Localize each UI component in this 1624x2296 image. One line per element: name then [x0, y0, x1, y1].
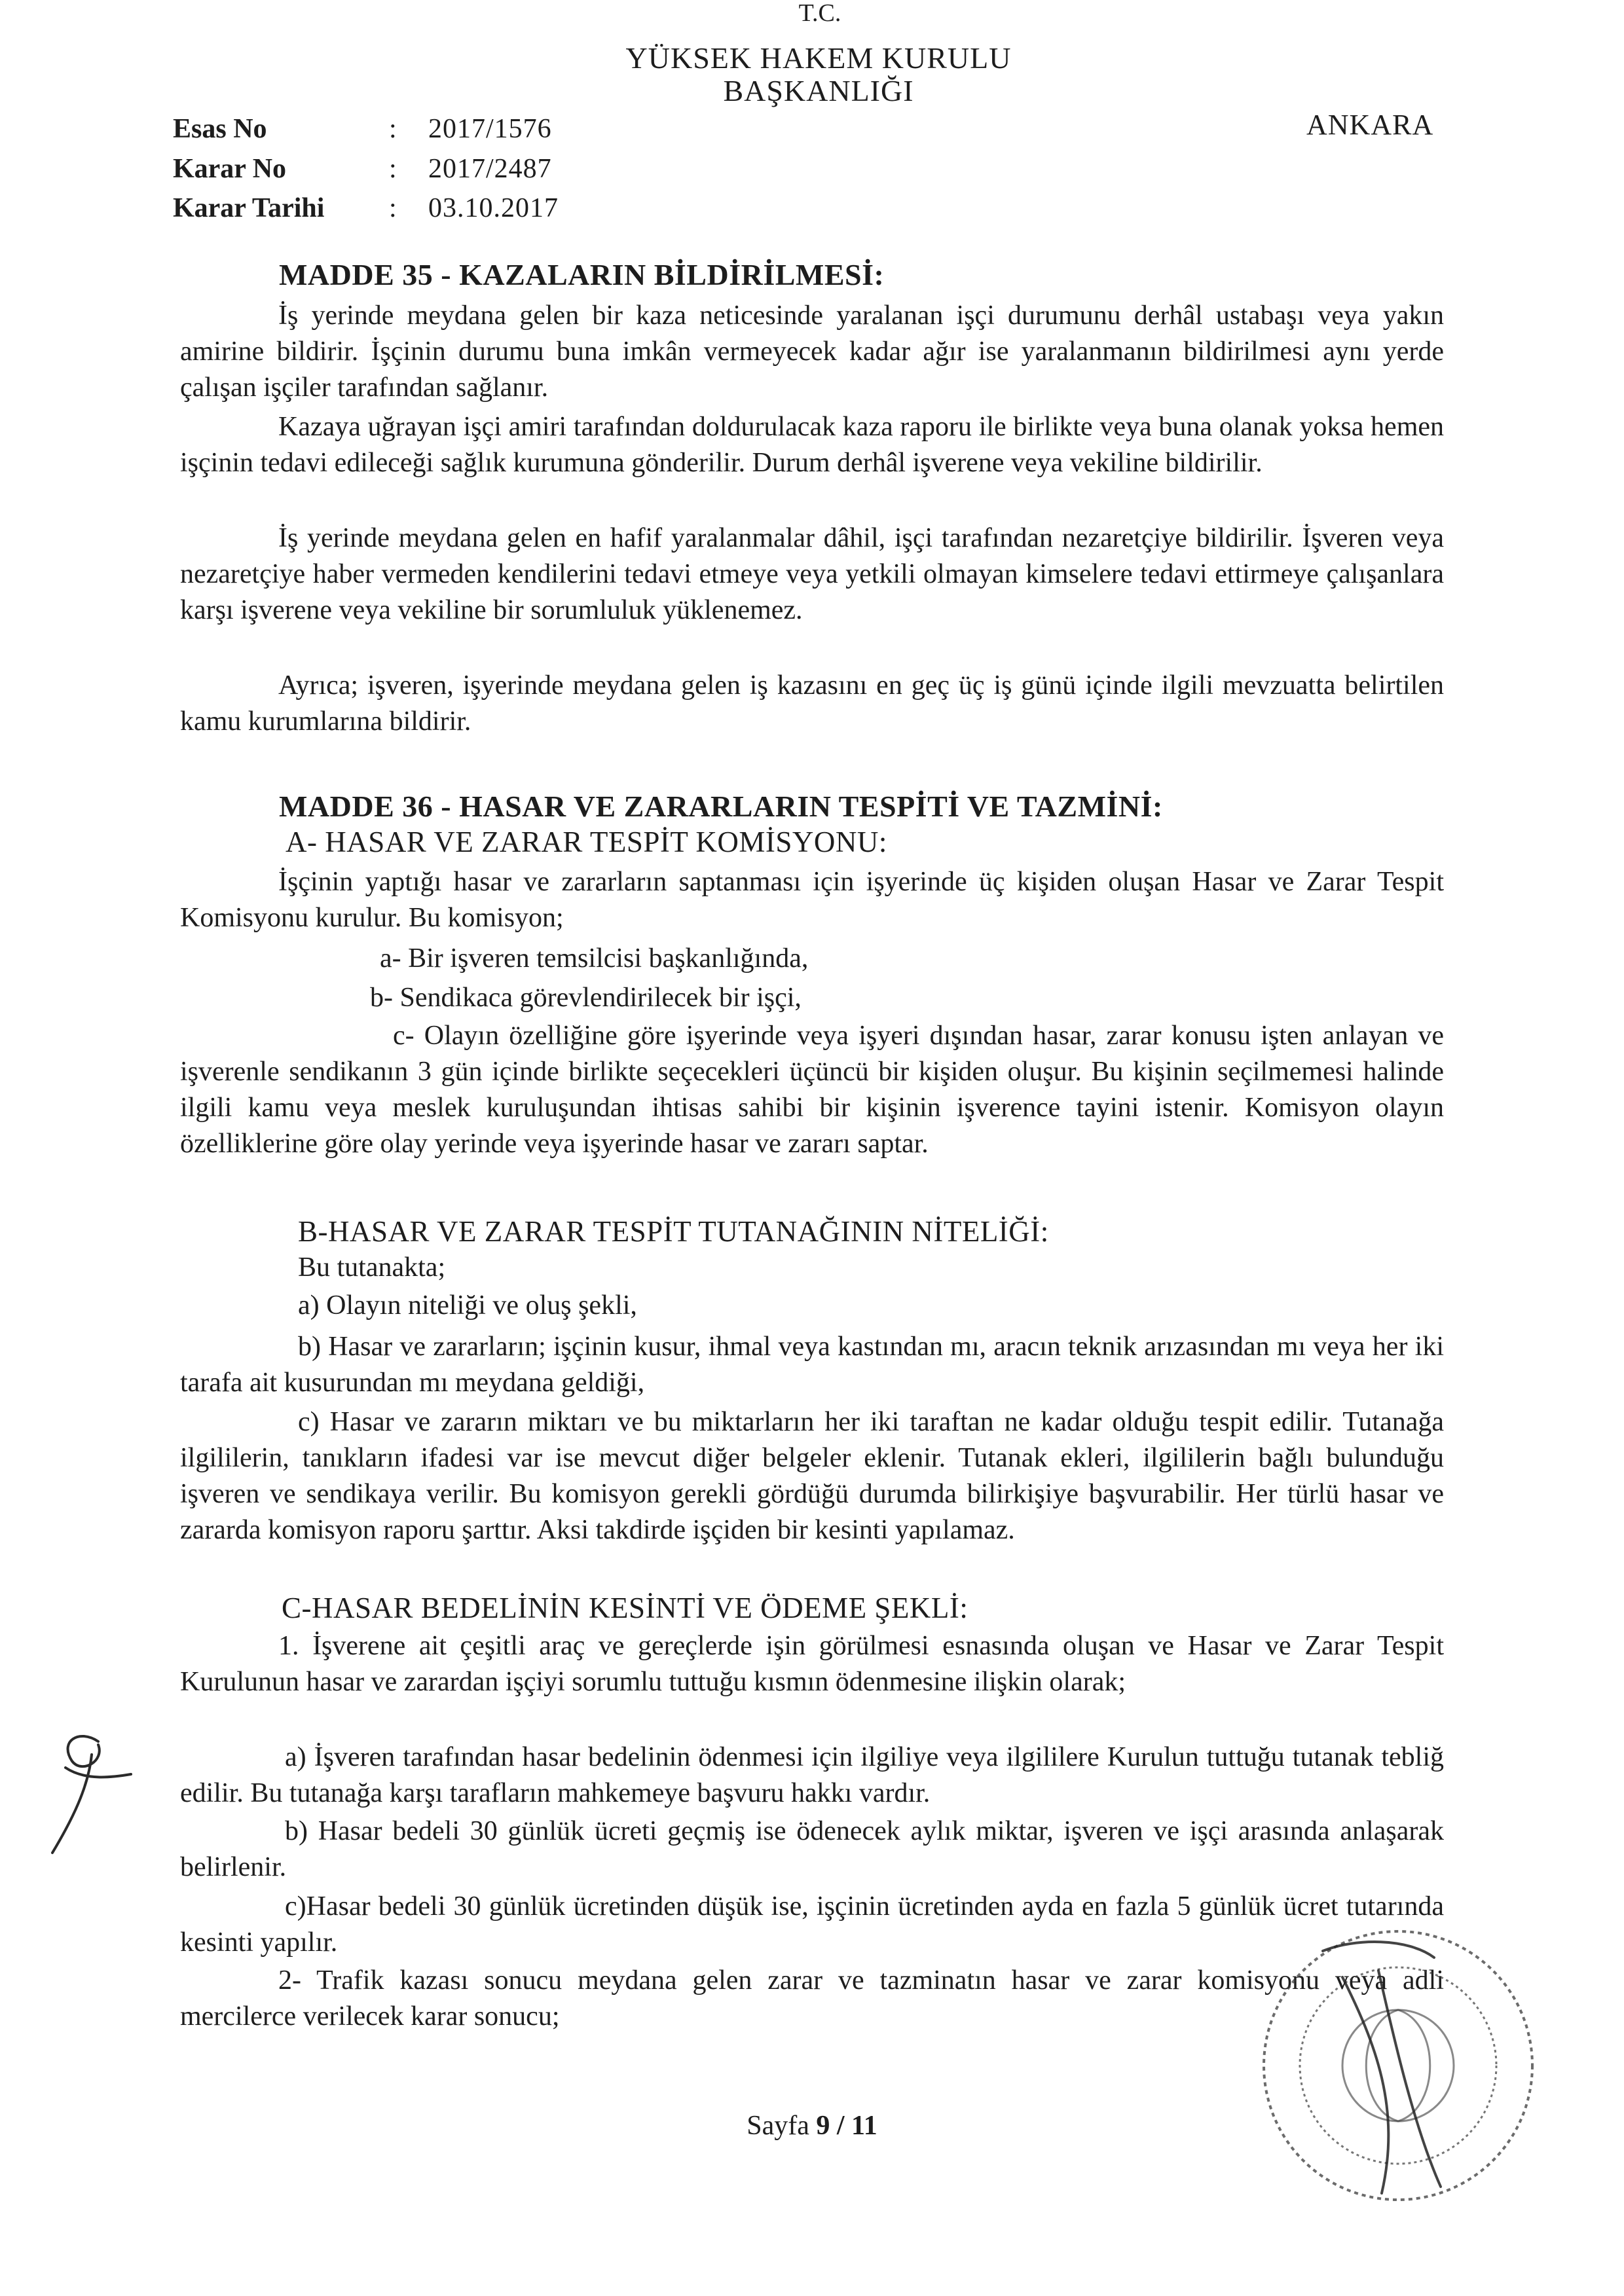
section-c-item-2: 2- Trafik kazası sonucu meydana gelen zarar ve tazminatın hasar ve zarar komisyonu veya adli mercilerce verilecek karar sonucu; — [180, 1965, 1444, 2032]
meta-label: Karar No — [173, 154, 287, 184]
committee-member-b: b- Sendikaca görevlendirilecek bir işçi, — [370, 983, 802, 1013]
page-count: 9 / 11 — [816, 2111, 877, 2141]
meta-karar-no: Karar No : 2017/2487 — [173, 154, 552, 184]
committee-member-a: a- Bir işveren temsilcisi başkanlığında, — [380, 943, 809, 974]
section-a-title: A- HASAR VE ZARAR TESPİT KOMİSYONU: — [286, 826, 887, 858]
meta-karar-tarihi: Karar Tarihi : 03.10.2017 — [173, 193, 559, 223]
header-city: ANKARA — [1306, 109, 1434, 141]
madde-35-paragraph: İş yerinde meydana gelen bir kaza neticesinde yaralanan işçi durumunu derhâl ustabaşı veya yakın amirine bildirir. İşçinin durumu buna imkân vermeyecek kadar ağır ise yaralanmanın bildirilmesi aynı yerde çalışan işçiler tarafından sağlanır. — [180, 301, 1444, 403]
madde-35-title: MADDE 35 - KAZALARIN BİLDİRİLMESİ: — [279, 258, 885, 291]
page-number — [655, 2110, 969, 2141]
official-stamp — [1244, 1912, 1552, 2219]
page-prefix: Sayfa — [747, 2111, 817, 2141]
section-c-title: C-HASAR BEDELİNİN KESİNTİ VE ÖDEME ŞEKLİ: — [282, 1592, 969, 1624]
section-b-item-a: a) Olayın niteliği ve oluş şekli, — [298, 1290, 637, 1321]
meta-label: Esas No — [173, 114, 267, 144]
section-b-item-b: b) Hasar ve zararların; işçinin kusur, ihmal veya kastından mı, aracın teknik arızasından mı veya her iki tarafa ait kusurundan mı meydana geldiği, — [180, 1332, 1444, 1398]
header-tc: T.C. — [798, 0, 841, 27]
section-c-item-c: c)Hasar bedeli 30 günlük ücretinden düşük ise, işçinin ücretinden ayda en fazla 5 günlük ücret tutarında kesinti yapılır. — [180, 1891, 1444, 1958]
meta-label: Karar Tarihi — [173, 193, 325, 223]
section-b-title: B-HASAR VE ZARAR TESPİT TUTANAĞININ NİTELİĞİ: — [298, 1215, 1049, 1248]
meta-value: 03.10.2017 — [428, 193, 559, 223]
section-c-item-1: 1. İşverene ait çeşitli araç ve gereçlerde işin görülmesi esnasında oluşan ve Hasar ve Zarar Tespit Kurulunun hasar ve zarardan işçiyi sorumlu tuttuğu kısmın ödenmesine ilişkin olarak; — [180, 1631, 1444, 1697]
header-institution: YÜKSEK HAKEM KURULU — [625, 41, 1012, 75]
committee-member-c: c- Olayın özelliğine göre işyerinde veya işyeri dışından hasar, zarar konusu işten anlayan ve işverenle sendikanın 3 gün içinde birlikte seçecekleri üçüncü bir kişiden oluşur. Bu kişinin seçilmemesi halinde ilgili kamu veya meslek kuruluşundan ihtisas sahibi bir kişinin işverence tayini istenir. Komisyon olayın özelliklerine göre olay yerinde veya işyerinde hasar ve zararı saptar. — [180, 1021, 1444, 1159]
madde-35-paragraph: Ayrıca; işveren, işyerinde meydana gelen iş kazasını en geç üç iş günü içinde ilgili mevzuatta belirtilen kamu kurumlarına bildirir. — [180, 670, 1444, 737]
section-a-paragraph: İşçinin yaptığı hasar ve zararların saptanması için işyerinde üç kişiden oluşan Hasar ve Zarar Tespit Komisyonu kurulur. Bu komisyon; — [180, 867, 1444, 933]
section-c-item-a: a) İşveren tarafından hasar bedelinin ödenmesi için ilgiliye veya ilgililere Kurulun tuttuğu tutanak tebliğ edilir. Bu tutanağa karşı tarafların mahkemeye başvuru hakkı vardır. — [180, 1742, 1444, 1808]
meta-value: 2017/1576 — [428, 114, 552, 144]
section-b-intro: Bu tutanakta; — [298, 1252, 446, 1283]
madde-35-paragraph: Kazaya uğrayan işçi amiri tarafından doldurulacak kaza raporu ile birlikte veya buna olanak yoksa hemen işçinin tedavi edileceği sağlık kurumuna gönderilir. Durum derhâl işverene veya vekiline bildirilir. — [180, 412, 1444, 478]
madde-35-paragraph: İş yerinde meydana gelen en hafif yaralanmalar dâhil, işçi tarafından nezaretçiye bildirilir. İşveren veya nezaretçiye haber vermeden kendilerini tedavi etmeye veya yetkili olmayan kimselere tedavi ettirmeye çalışanlara karşı işverene veya vekiline bir sorumluluk yüklenemez. — [180, 523, 1444, 625]
meta-value: 2017/2487 — [428, 154, 552, 184]
meta-esas-no: Esas No : 2017/1576 — [173, 114, 552, 144]
madde-36-title: MADDE 36 - HASAR VE ZARARLARIN TESPİTİ VE TAZMİNİ: — [279, 790, 1163, 823]
handwritten-signature — [26, 1715, 138, 1866]
section-b-item-c: c) Hasar ve zararın miktarı ve bu miktarların her iki taraftan ne kadar olduğu tespit edilir. Tutanağa ilgililerin, tanıkların ifadesi var ise mevcut diğer belgeler eklenir. Tutanak ekleri, ilgililerin bağlı bulunduğu işveren ve sendikaya verilir. Bu komisyon gerekli gördüğü durumda bilirkişiye başvurabilir. Her türlü hasar ve zararda komisyon raporu şarttır. Aksi takdirde işçiden bir kesinti yapılamaz. — [180, 1407, 1444, 1545]
header-department: BAŞKANLIĞI — [723, 74, 914, 107]
section-c-item-b: b) Hasar bedeli 30 günlük ücreti geçmiş ise ödenecek aylık miktar, işveren ve işçi arasında anlaşarak belirlenir. — [180, 1816, 1444, 1882]
